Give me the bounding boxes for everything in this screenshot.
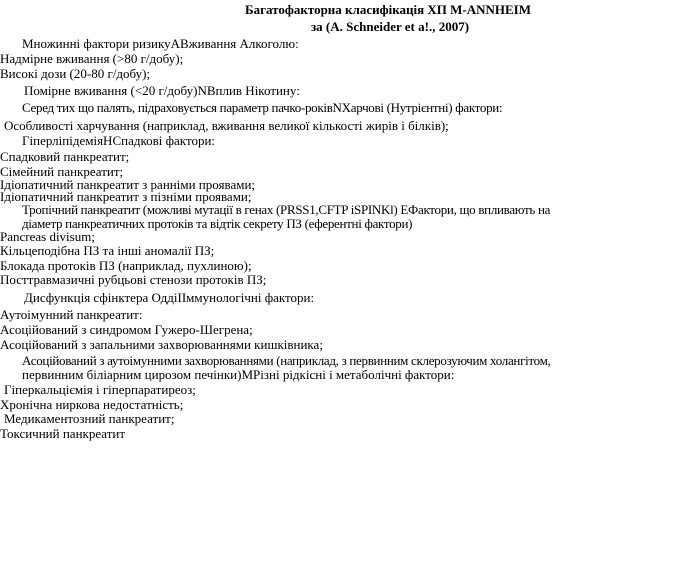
document-title-line-1: Багатофакторна класифікація ХП M-ANNHEIM xyxy=(245,2,531,17)
text-line-21: Асоційований з запальними захворюваннями кишківника; xyxy=(0,337,323,352)
text-line-23: первинним біліарним цирозом печінки)МРізні рідкісні і метаболічні фактори: xyxy=(22,367,455,382)
text-line-4: Помірне вживання (<20 г/добу)NВплив Нікотину: xyxy=(24,83,300,98)
text-line-16: Блокада протоків ПЗ (наприклад, пухлиною); xyxy=(0,258,252,273)
text-line-12: Тропічний панкреатит (можливі мутації в генах (PRSS1,CFTP iSPINKl) ЕФактори, що впливають на xyxy=(22,202,551,217)
text-line-10: Ідіопатичний панкреатит з ранніми проявами; xyxy=(0,177,256,192)
text-line-13: діаметр панкреатичних протоків та відтік секрету ПЗ (еферентні фактори) xyxy=(22,216,413,231)
document-title-line-2: за (A. Schneider et a!., 2007) xyxy=(310,19,470,34)
text-line-15: Кільцеподібна ПЗ та інші аномалії ПЗ; xyxy=(0,243,215,258)
text-line-24: Гіперкальціємія і гіперпаратиреоз; xyxy=(4,382,196,397)
text-line-26: Медикаментозний панкреатит; xyxy=(4,411,175,426)
text-line-27: Токсичний панкреатит xyxy=(0,426,126,441)
text-line-7: ГіперліпідеміяНСпадкові фактори: xyxy=(22,133,216,148)
text-line-14: Pancreas divisum; xyxy=(0,229,95,244)
text-line-2: Надмірне вживання (>80 г/добу); xyxy=(0,51,184,66)
text-line-9: Сімейний панкреатит; xyxy=(0,164,124,179)
text-line-6: Особливості харчування (наприклад, вживання великої кількості жирів і білків); xyxy=(4,118,449,133)
text-line-22: Асоційований з аутоімунними захворюваннями (наприклад, з первинним склерозуючим холангітом, xyxy=(22,353,551,368)
text-line-11: Ідіопатичний панкреатит з пізніми проявами; xyxy=(0,189,252,204)
text-line-3: Високі дози (20-80 г/добу); xyxy=(0,66,151,81)
text-line-1: Множинні фактори ризикуАВживання Алкоголю: xyxy=(22,36,299,51)
text-line-17: Посттравмазичні рубцьові стенози протоків ПЗ; xyxy=(0,272,267,287)
text-line-25: Хронічна ниркова недостатність; xyxy=(0,397,184,412)
text-line-8: Спадковий панкреатит; xyxy=(0,149,130,164)
text-line-18: Дисфункція сфінктера ОддіІІммунологічні фактори: xyxy=(24,290,315,305)
text-line-20: Асоційований з синдромом Гужеро-Шегрена; xyxy=(0,322,253,337)
text-line-19: Аутоімунний панкреатит: xyxy=(0,307,143,322)
text-line-5: Серед тих що палять, підраховується параметр пачко-роківNХарчові (Нутрієнтні) фактори: xyxy=(22,100,503,115)
